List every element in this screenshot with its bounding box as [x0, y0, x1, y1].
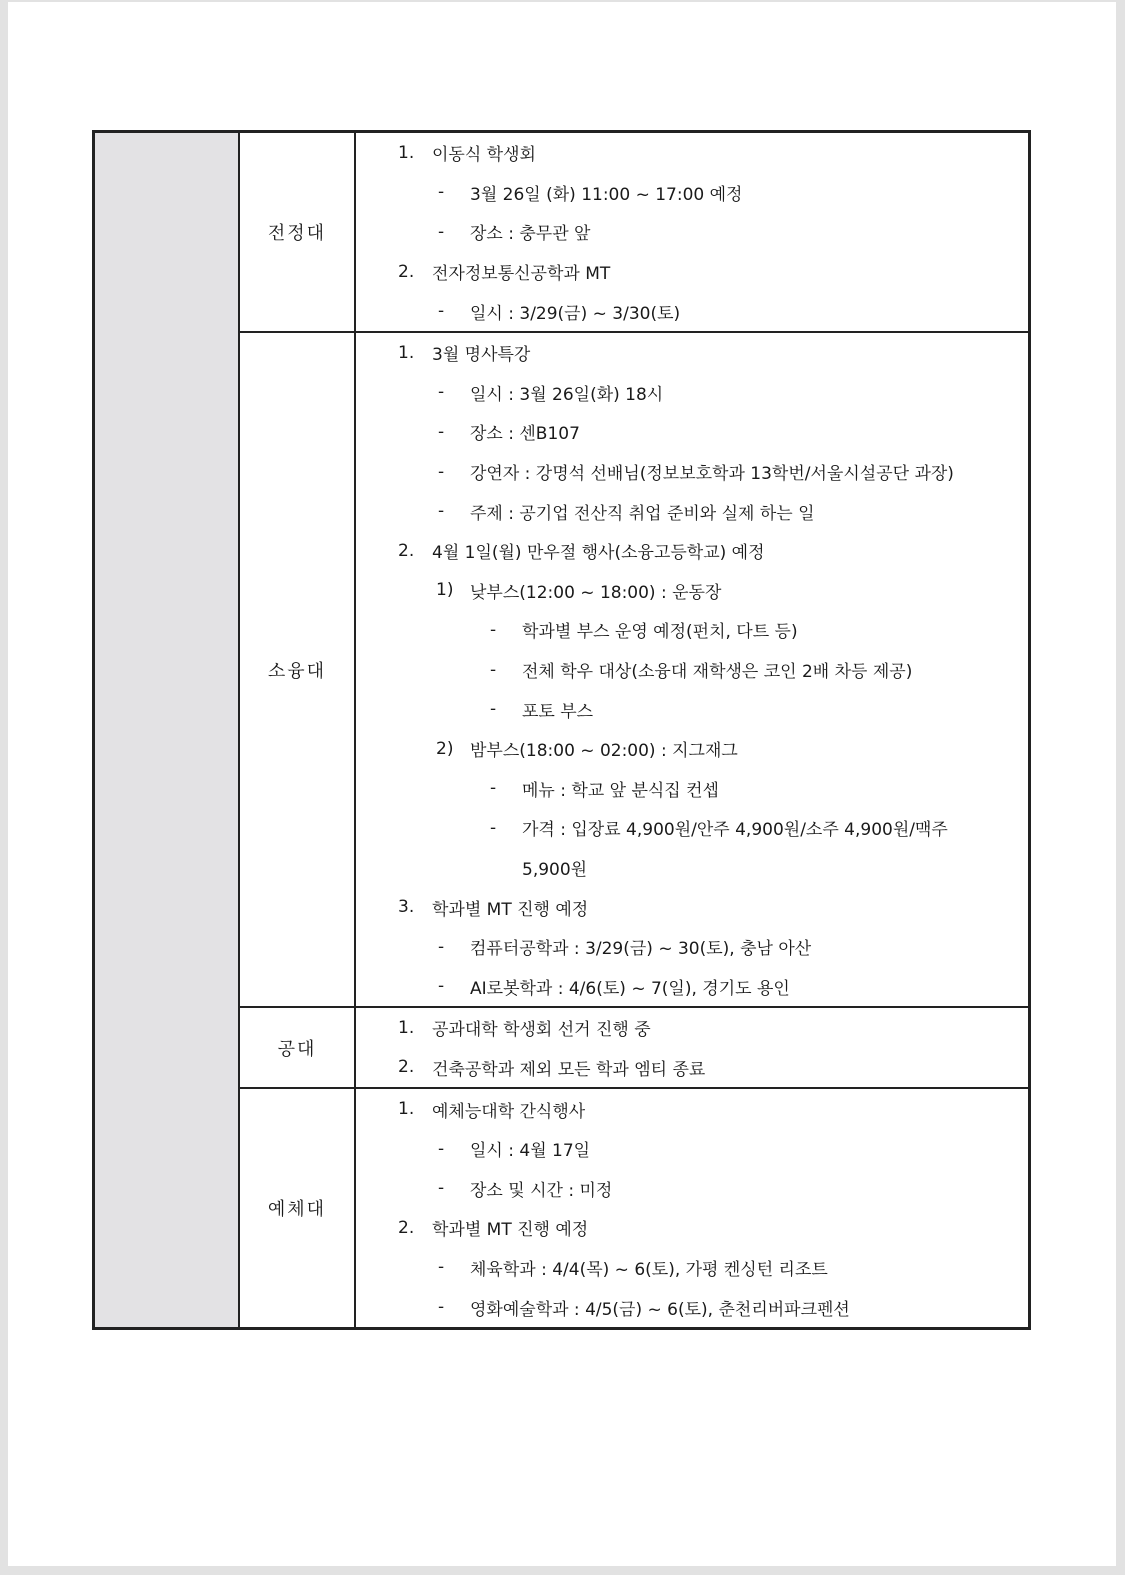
- section-content: [356, 333, 1028, 1006]
- list-text: 이동식 학생회: [432, 145, 536, 166]
- list-text: 컴퓨터공학과 : 3/29(금) ~ 30(토), 충남 아산: [470, 939, 812, 960]
- list-text: 전체 학우 대상(소융대 재학생은 코인 2배 차등 제공): [522, 662, 913, 683]
- list-text: 전자정보통신공학과 MT: [432, 264, 611, 285]
- list-item: [356, 173, 1028, 213]
- list-bullet: -: [438, 1257, 445, 1278]
- list-item: [356, 887, 1028, 927]
- list-item: [356, 373, 1028, 413]
- section-row: [240, 1089, 1028, 1327]
- list-text: 장소 : 충무관 앞: [470, 224, 591, 245]
- list-bullet: -: [438, 221, 445, 242]
- list-bullet: 2.: [398, 261, 415, 282]
- list-bullet: 3.: [398, 897, 415, 918]
- list-item: [356, 769, 1028, 809]
- list-text: 3월 명사특강: [432, 345, 531, 366]
- list-text: 메뉴 : 학교 앞 분식집 컨셉: [522, 780, 719, 801]
- list-text: 강연자 : 강명석 선배님(정보보호학과 13학번/서울시설공단 과장): [470, 464, 954, 485]
- list-item: [356, 212, 1028, 252]
- list-bullet: -: [490, 619, 497, 640]
- list-bullet: 1.: [398, 342, 415, 363]
- list-text: 예체능대학 간식행사: [432, 1101, 586, 1122]
- document-page: [8, 2, 1116, 1566]
- list-bullet: -: [438, 382, 445, 403]
- list-text: 가격 : 입장료 4,900원/안주 4,900원/소주 4,900원/맥주: [522, 820, 948, 841]
- list-bullet: -: [438, 301, 445, 322]
- list-item: [356, 1248, 1028, 1288]
- list-item: [356, 1208, 1028, 1248]
- list-item: [356, 729, 1028, 769]
- schedule-table: [92, 130, 1031, 1330]
- list-text: 일시 : 4월 17일: [470, 1141, 591, 1162]
- list-item: [356, 1048, 1028, 1088]
- list-text: 영화예술학과 : 4/5(금) ~ 6(토), 춘천리버파크펜션: [470, 1299, 850, 1320]
- section-content: [356, 1008, 1028, 1087]
- list-item: [356, 808, 1028, 848]
- list-bullet: -: [438, 1297, 445, 1318]
- list-item: [356, 848, 1028, 888]
- list-item: [356, 133, 1028, 173]
- list-text: AI로봇학과 : 4/6(토) ~ 7(일), 경기도 용인: [470, 978, 790, 999]
- list-item: [356, 452, 1028, 492]
- list-bullet: 1): [436, 580, 454, 601]
- list-item: [356, 689, 1028, 729]
- section-label: 공대: [240, 1008, 356, 1087]
- list-text: 4월 1일(월) 만우절 행사(소융고등학교) 예정: [432, 543, 765, 564]
- list-text: 학과별 부스 운영 예정(펀치, 다트 등): [522, 622, 798, 643]
- list-bullet: 2.: [398, 1057, 415, 1078]
- list-bullet: 2.: [398, 1217, 415, 1238]
- section-row: [240, 1008, 1028, 1089]
- list-bullet: -: [490, 659, 497, 680]
- list-text: 포토 부스: [522, 701, 594, 722]
- section-label: 전정대: [240, 133, 356, 331]
- section-label: 예체대: [240, 1089, 356, 1327]
- list-item: [356, 571, 1028, 611]
- list-text: 주제 : 공기업 전산직 취업 준비와 실제 하는 일: [470, 503, 815, 524]
- list-bullet: -: [438, 501, 445, 522]
- list-bullet: -: [438, 1178, 445, 1199]
- list-item: [356, 610, 1028, 650]
- list-bullet: -: [438, 182, 445, 203]
- list-item: [356, 252, 1028, 292]
- list-item: [356, 291, 1028, 331]
- list-bullet: -: [438, 421, 445, 442]
- section-row: [240, 333, 1028, 1008]
- list-text: 학과별 MT 진행 예정: [432, 1220, 589, 1241]
- list-text: 학과별 MT 진행 예정: [432, 899, 589, 920]
- list-item: [356, 1129, 1028, 1169]
- list-bullet: -: [438, 461, 445, 482]
- list-text: 일시 : 3/29(금) ~ 3/30(토): [470, 303, 681, 324]
- list-text: 낮부스(12:00 ~ 18:00) : 운동장: [470, 582, 722, 603]
- list-bullet: -: [490, 817, 497, 838]
- list-bullet: 1.: [398, 142, 415, 163]
- section-content: [356, 1089, 1028, 1327]
- list-text: 일시 : 3월 26일(화) 18시: [470, 384, 664, 405]
- list-bullet: 1.: [398, 1099, 415, 1120]
- list-bullet: -: [490, 778, 497, 799]
- list-bullet: 2): [436, 738, 454, 759]
- left-gray-column: [95, 133, 240, 1327]
- list-item: [356, 1008, 1028, 1048]
- section-label: 소융대: [240, 333, 356, 1006]
- section-row: [240, 133, 1028, 333]
- list-bullet: 1.: [398, 1017, 415, 1038]
- list-item: [356, 333, 1028, 373]
- list-text: 장소 및 시간 : 미정: [470, 1180, 613, 1201]
- list-text: 5,900원: [522, 859, 588, 880]
- list-item: [356, 1287, 1028, 1327]
- list-bullet: -: [438, 1138, 445, 1159]
- list-text: 밤부스(18:00 ~ 02:00) : 지그재그: [470, 741, 738, 762]
- section-content: [356, 133, 1028, 331]
- list-text: 장소 : 센B107: [470, 424, 580, 445]
- list-item: [356, 1168, 1028, 1208]
- list-text: 건축공학과 제외 모든 학과 엠티 종료: [432, 1059, 706, 1080]
- list-text: 3월 26일 (화) 11:00 ~ 17:00 예정: [470, 184, 743, 205]
- list-item: [356, 531, 1028, 571]
- list-item: [356, 966, 1028, 1006]
- list-text: 공과대학 학생회 선거 진행 중: [432, 1020, 651, 1041]
- list-item: [356, 491, 1028, 531]
- list-item: [356, 1089, 1028, 1129]
- list-item: [356, 412, 1028, 452]
- list-bullet: -: [490, 699, 497, 720]
- list-bullet: -: [438, 936, 445, 957]
- list-item: [356, 650, 1028, 690]
- list-bullet: -: [438, 976, 445, 997]
- list-text: 체육학과 : 4/4(목) ~ 6(토), 가평 켄싱턴 리조트: [470, 1259, 828, 1280]
- list-item: [356, 927, 1028, 967]
- list-bullet: 2.: [398, 540, 415, 561]
